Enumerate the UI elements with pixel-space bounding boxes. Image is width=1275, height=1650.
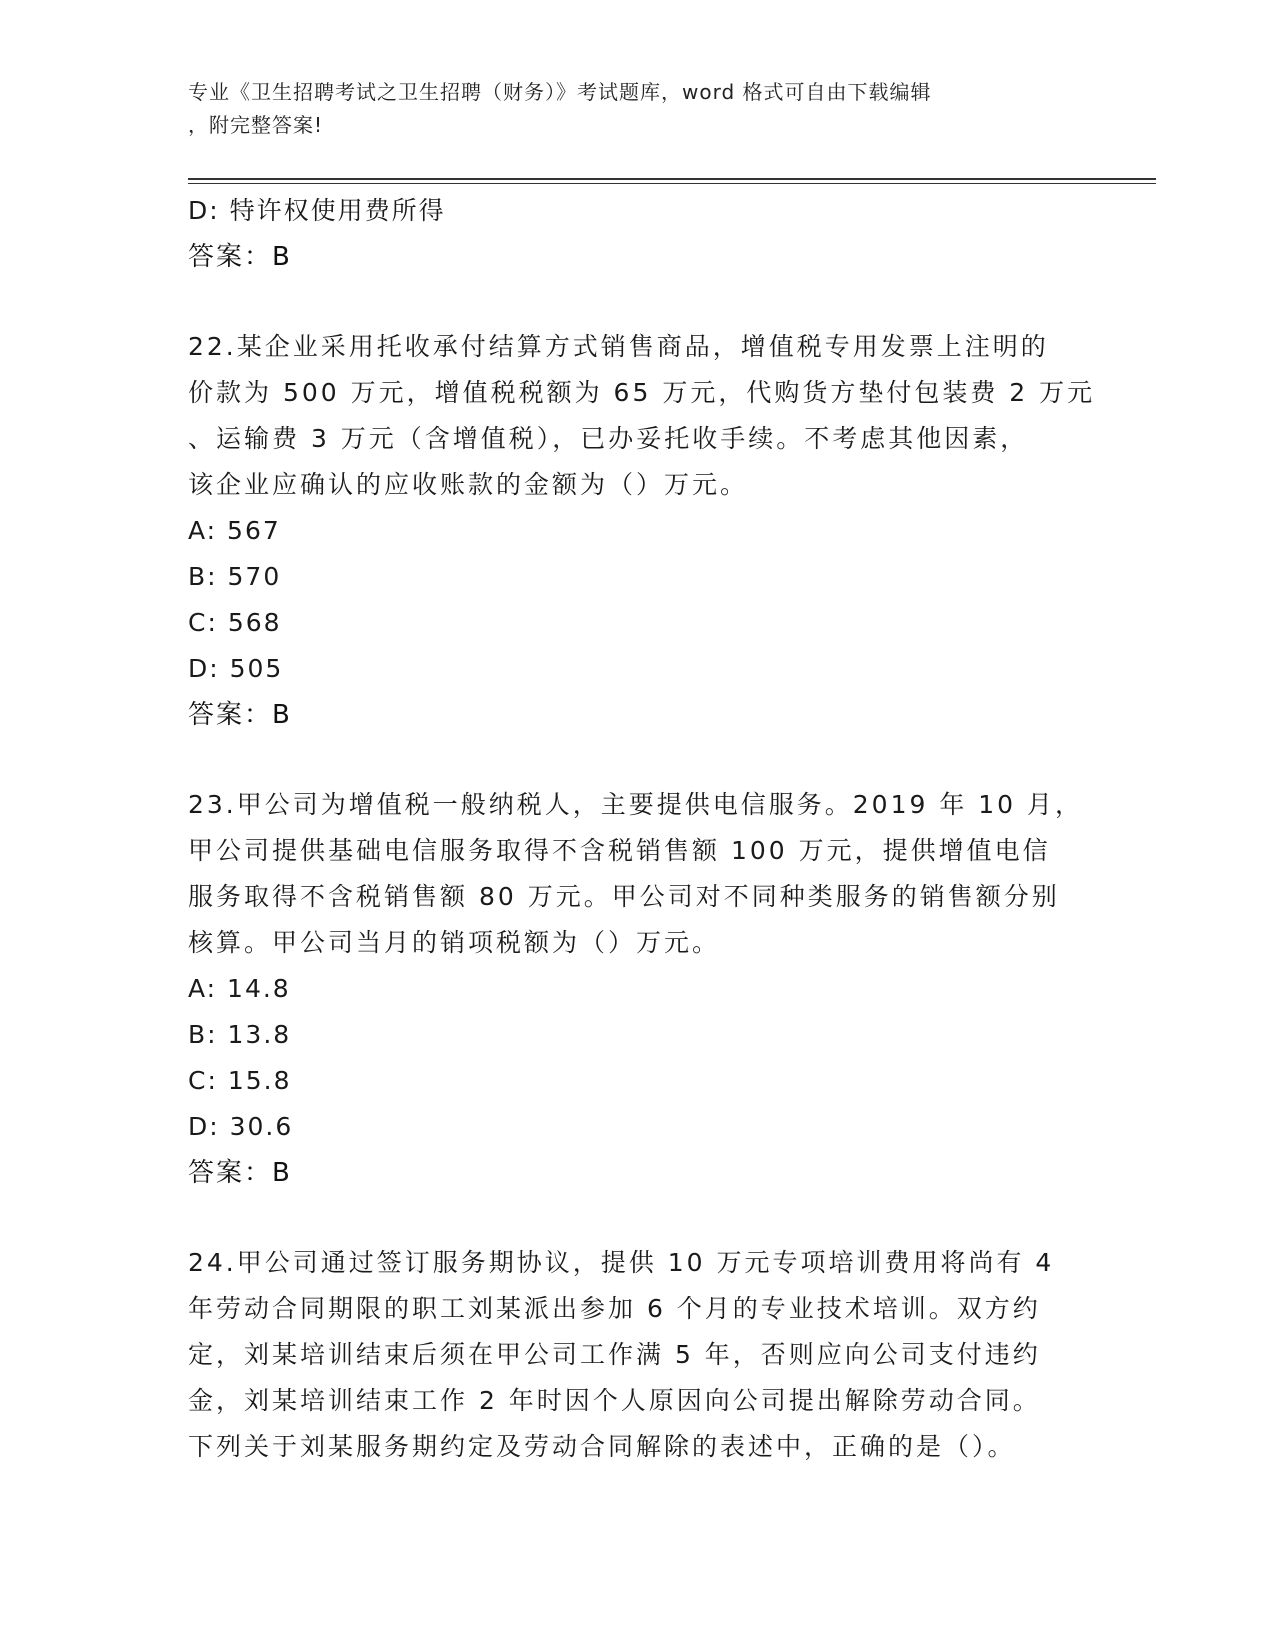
question-stem-line: 甲公司提供基础电信服务取得不含税销售额 100 万元，提供增值电信 [188, 836, 1051, 865]
question-stem-line: 定，刘某培训结束后须在甲公司工作满 5 年，否则应向公司支付违约 [188, 1340, 1041, 1369]
option-a: A: 14.8 [188, 974, 291, 1003]
question-stem-line: 该企业应确认的应收账款的金额为（）万元。 [188, 470, 749, 499]
question-stem-line: 22.某企业采用托收承付结算方式销售商品，增值税专用发票上注明的 [188, 332, 1049, 361]
question-stem-line: 金，刘某培训结束工作 2 年时因个人原因向公司提出解除劳动合同。 [188, 1386, 1041, 1415]
answer: 答案：B [188, 700, 292, 730]
header-line-2: ，附完整答案! [188, 113, 324, 137]
document-header [188, 76, 1068, 142]
question-stem-line: 年劳动合同期限的职工刘某派出参加 6 个月的专业技术培训。双方约 [188, 1294, 1041, 1323]
option-d: D: 505 [188, 654, 284, 683]
question-stem-line: 、运输费 3 万元（含增值税），已办妥托收手续。不考虑其他因素， [188, 424, 1029, 453]
question-stem-line: 下列关于刘某服务期约定及劳动合同解除的表述中，正确的是（）。 [188, 1432, 1016, 1461]
option-c: C: 15.8 [188, 1066, 292, 1095]
question-22 [188, 324, 1096, 738]
header-line-1: 专业《卫生招聘考试之卫生招聘（财务）》考试题库，word 格式可自由下载编辑 [188, 80, 932, 104]
document-body [188, 188, 1096, 1470]
option-c: C: 568 [188, 608, 282, 637]
question-stem-line: 24.甲公司通过签订服务期协议，提供 10 万元专项培训费用将尚有 4 [188, 1248, 1055, 1277]
question-24 [188, 1240, 1088, 1470]
question-stem-line: 核算。甲公司当月的销项税额为（）万元。 [188, 928, 721, 957]
answer: 答案：B [188, 1158, 292, 1188]
option-b: B: 570 [188, 562, 282, 591]
question-23 [188, 782, 1088, 1196]
question-stem-line: 服务取得不含税销售额 80 万元。甲公司对不同种类服务的销售额分别 [188, 882, 1060, 911]
option-a: A: 567 [188, 516, 281, 545]
option-b: B: 13.8 [188, 1020, 292, 1049]
prev-option-d: D: 特许权使用费所得 [188, 196, 446, 225]
header-divider-thick [188, 178, 1156, 180]
header-divider-thin [188, 183, 1156, 184]
question-stem-line: 23.甲公司为增值税一般纳税人，主要提供电信服务。2019 年 10 月， [188, 790, 1084, 819]
option-d: D: 30.6 [188, 1112, 294, 1141]
question-stem-line: 价款为 500 万元，增值税税额为 65 万元，代购货方垫付包装费 2 万元 [188, 378, 1096, 407]
prev-answer: 答案：B [188, 242, 292, 272]
